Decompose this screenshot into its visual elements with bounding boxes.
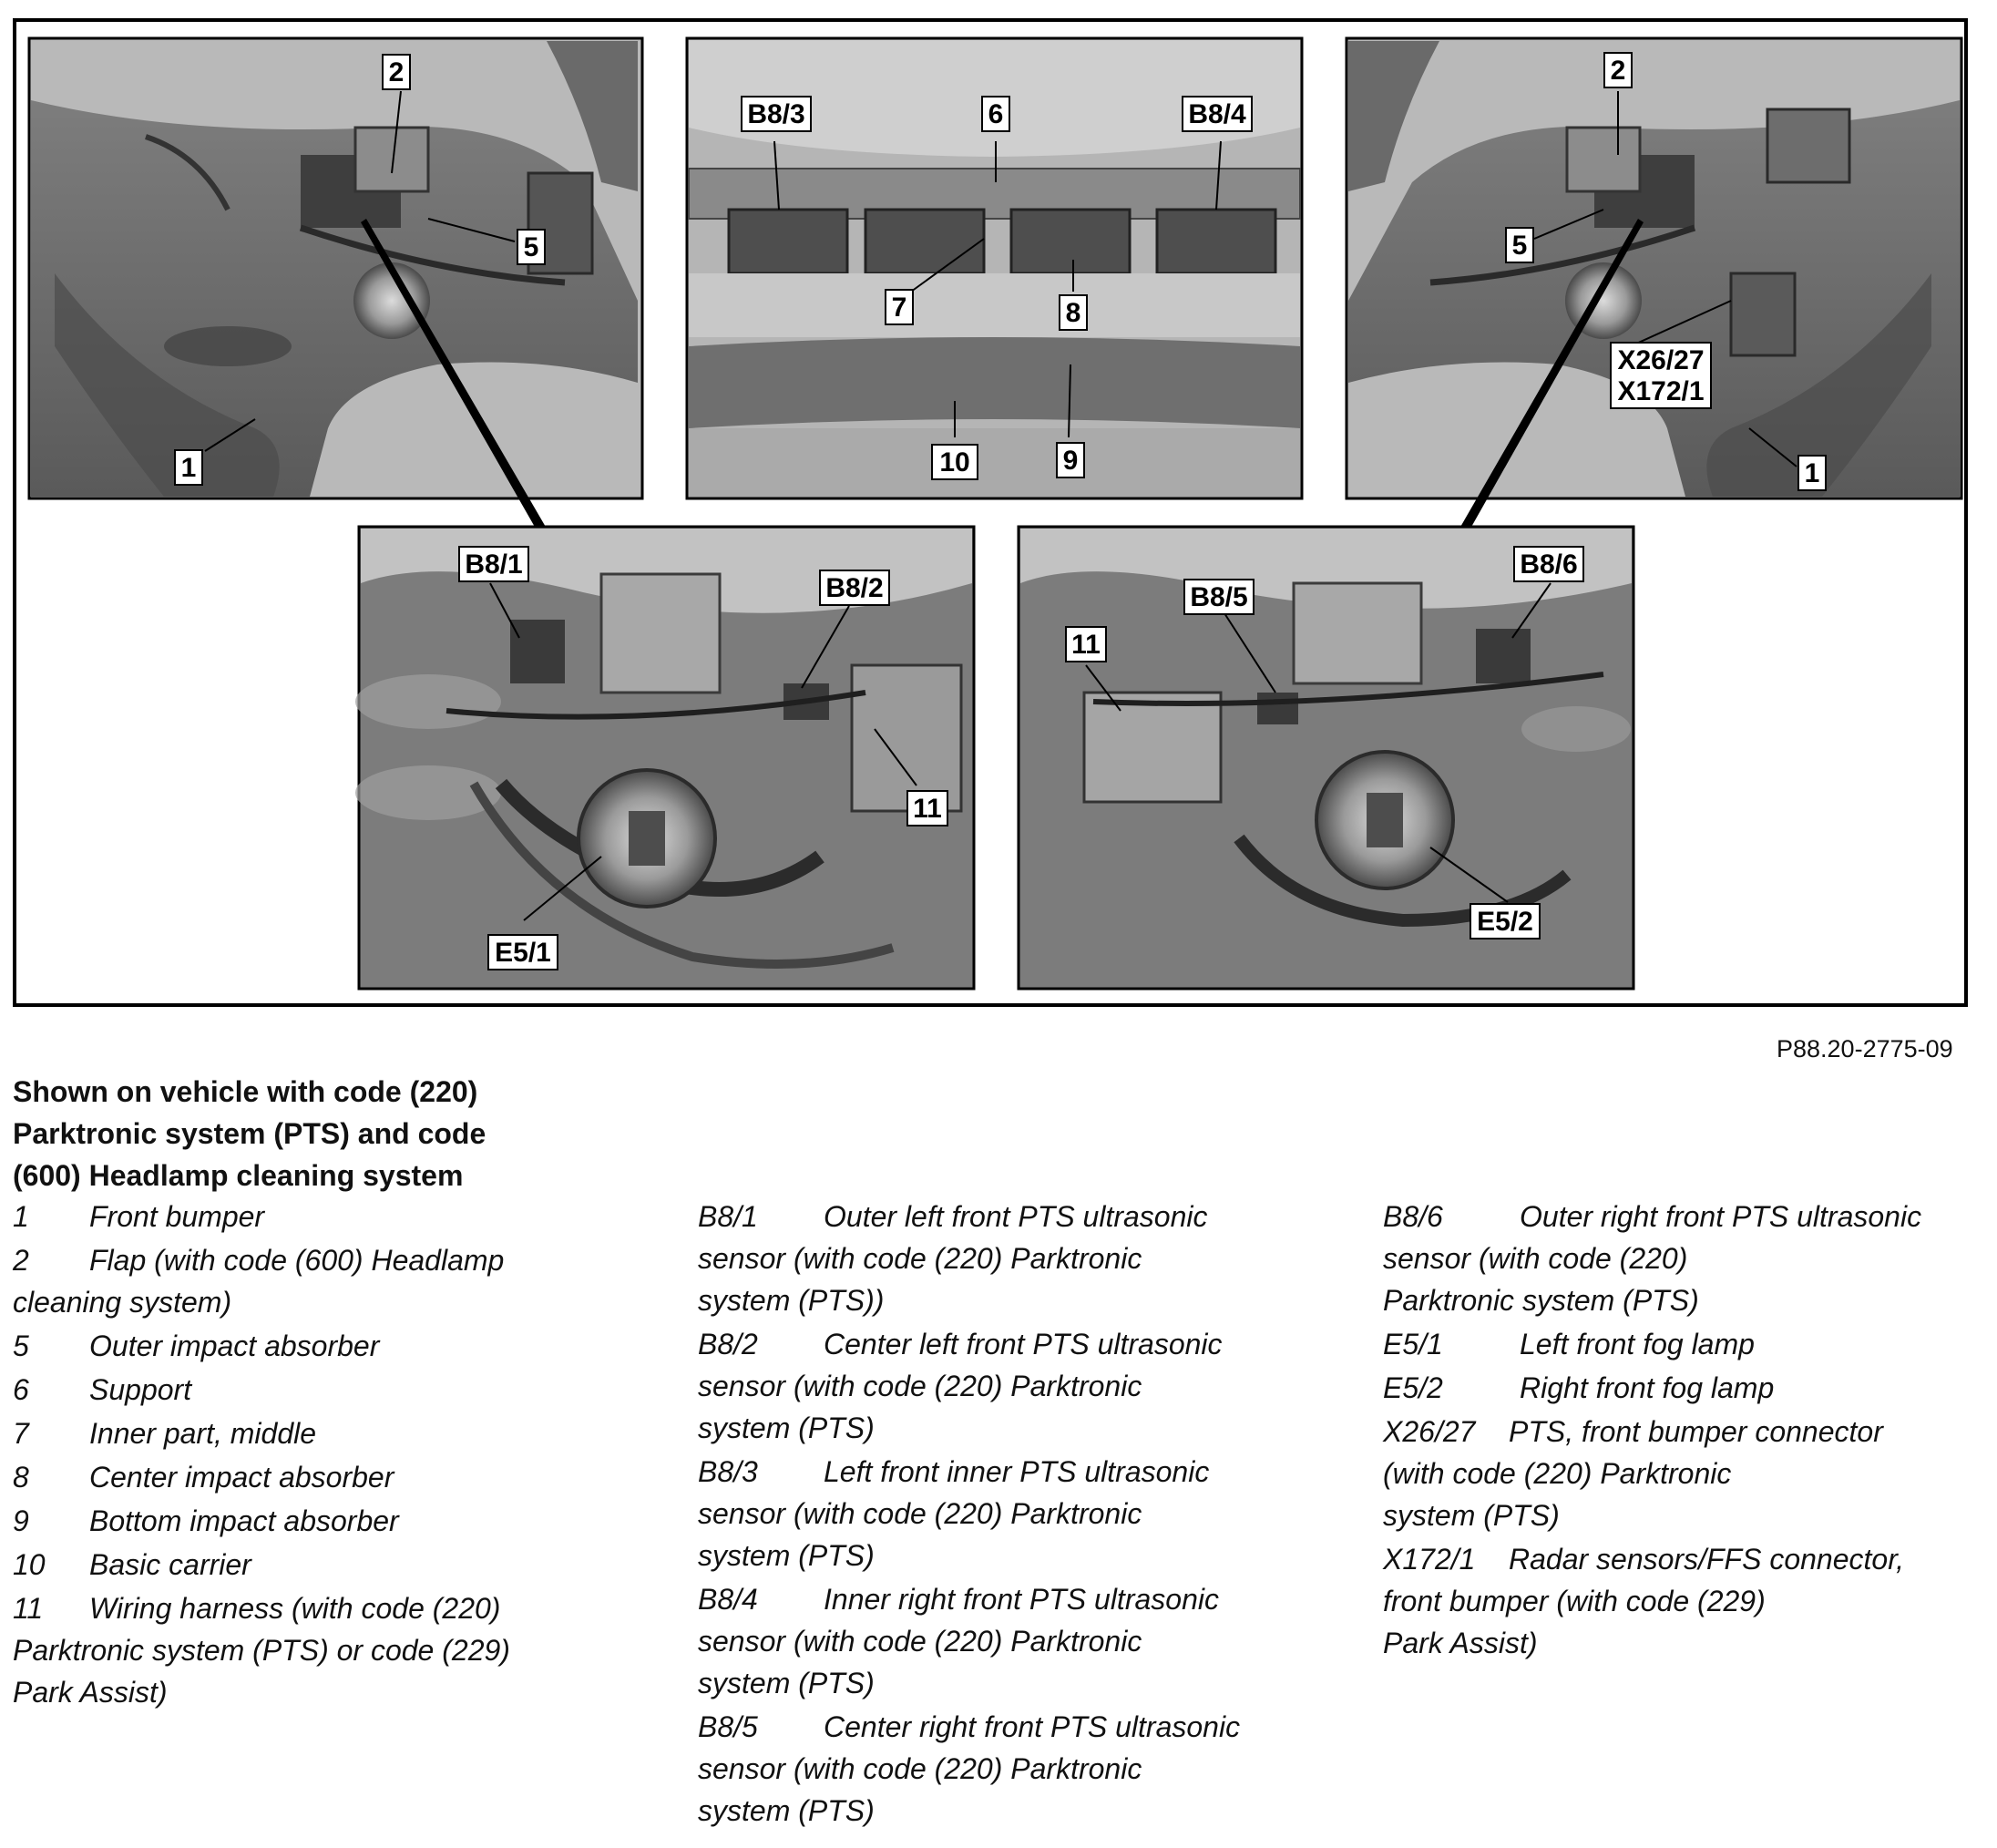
callout-b8-5: B8/5 bbox=[1190, 582, 1248, 612]
legend-column-3 bbox=[1383, 1196, 1984, 1666]
callout-5-right: 5 bbox=[1511, 231, 1528, 261]
legend-text: Wiring harness (with code (220) bbox=[89, 1592, 501, 1625]
legend-entry bbox=[1383, 1323, 1984, 1365]
legend-code: E5/2 bbox=[1383, 1371, 1443, 1404]
legend-text: Outer impact absorber bbox=[89, 1330, 380, 1362]
callout-6: 6 bbox=[988, 99, 1004, 129]
legend-heading bbox=[13, 1071, 559, 1196]
legend-text-cont: cleaning system) bbox=[13, 1286, 232, 1319]
legend-code: 9 bbox=[13, 1504, 29, 1537]
legend-text-cont: system (PTS) bbox=[698, 1667, 875, 1699]
legend-text: Center impact absorber bbox=[89, 1461, 394, 1494]
legend-text-cont: system (PTS)) bbox=[698, 1284, 885, 1317]
legend-text: Front bumper bbox=[89, 1200, 265, 1233]
legend-entry bbox=[1383, 1411, 1984, 1536]
legend-text-cont: sensor (with code (220) Parktronic bbox=[698, 1242, 1142, 1275]
legend-code: 8 bbox=[13, 1461, 29, 1494]
legend-entry bbox=[13, 1456, 559, 1498]
photo-panel-bottom-right bbox=[1019, 527, 1633, 989]
legend-text: Inner part, middle bbox=[89, 1417, 317, 1450]
legend-entry bbox=[13, 1239, 559, 1323]
legend-text: Right front fog lamp bbox=[1520, 1371, 1775, 1404]
callout-b8-4: B8/4 bbox=[1188, 99, 1246, 129]
legend-entry bbox=[13, 1587, 559, 1713]
legend-text: Outer right front PTS ultrasonic bbox=[1520, 1200, 1922, 1233]
photo-panel-top-center bbox=[687, 38, 1302, 498]
legend-code: 1 bbox=[13, 1200, 29, 1233]
legend-code: B8/6 bbox=[1383, 1200, 1443, 1233]
legend-entry bbox=[698, 1706, 1317, 1832]
legend-entry bbox=[698, 1451, 1317, 1576]
callout-8: 8 bbox=[1065, 298, 1081, 328]
legend-code: 7 bbox=[13, 1417, 29, 1450]
legend-code: X172/1 bbox=[1383, 1543, 1476, 1576]
legend-text: Center right front PTS ultrasonic bbox=[824, 1710, 1241, 1743]
legend-text-cont: (with code (220) Parktronic bbox=[1383, 1457, 1732, 1490]
legend-entry bbox=[1383, 1367, 1984, 1409]
legend-text: PTS, front bumper connector bbox=[1509, 1415, 1883, 1448]
legend-entry bbox=[13, 1544, 559, 1586]
legend-entry bbox=[13, 1325, 559, 1367]
legend-text-cont: sensor (with code (220) bbox=[1383, 1242, 1688, 1275]
legend-code: B8/1 bbox=[698, 1200, 758, 1233]
legend-text: Support bbox=[89, 1373, 192, 1406]
legend-text-cont: system (PTS) bbox=[1383, 1499, 1560, 1532]
callout-x26-27: X26/27 bbox=[1617, 345, 1705, 375]
callout-10: 10 bbox=[939, 447, 970, 477]
legend-entry bbox=[1383, 1196, 1984, 1321]
legend-code: X26/27 bbox=[1383, 1415, 1476, 1448]
legend-text: Flap (with code (600) Headlamp bbox=[89, 1244, 505, 1277]
legend-code: E5/1 bbox=[1383, 1328, 1443, 1360]
photo-panel-top-left bbox=[29, 38, 642, 498]
figure-reference: P88.20-2775-09 bbox=[1777, 1035, 1953, 1063]
callout-b8-3: B8/3 bbox=[747, 99, 805, 129]
legend-entry bbox=[698, 1196, 1317, 1321]
legend-code: B8/3 bbox=[698, 1455, 758, 1488]
legend-text-cont: front bumper (with code (229) bbox=[1383, 1585, 1766, 1617]
callout-b8-6: B8/6 bbox=[1520, 549, 1578, 580]
legend-text: Bottom impact absorber bbox=[89, 1504, 399, 1537]
legend-column-1 bbox=[13, 1196, 559, 1715]
legend-text-cont: system (PTS) bbox=[698, 1412, 875, 1444]
legend-text-cont: system (PTS) bbox=[698, 1539, 875, 1572]
legend-code: B8/4 bbox=[698, 1583, 758, 1616]
callout-b8-1: B8/1 bbox=[465, 549, 523, 580]
legend-code: B8/2 bbox=[698, 1328, 758, 1360]
legend-column-2 bbox=[698, 1196, 1317, 1833]
legend-entry bbox=[698, 1323, 1317, 1449]
legend-text-cont: Parktronic system (PTS) or code (229) bbox=[13, 1634, 510, 1667]
callout-2-right: 2 bbox=[1610, 56, 1626, 86]
callout-x172-1: X172/1 bbox=[1617, 376, 1705, 406]
legend-text: Center left front PTS ultrasonic bbox=[824, 1328, 1223, 1360]
legend-code: 6 bbox=[13, 1373, 29, 1406]
callout-e5-2: E5/2 bbox=[1477, 907, 1533, 937]
legend-text-cont: sensor (with code (220) Parktronic bbox=[698, 1370, 1142, 1402]
heading-line: (600) Headlamp cleaning system bbox=[13, 1159, 464, 1192]
callout-5: 5 bbox=[523, 232, 539, 262]
legend-entry bbox=[698, 1578, 1317, 1704]
legend-text: Left front fog lamp bbox=[1520, 1328, 1755, 1360]
legend-entry bbox=[13, 1369, 559, 1411]
photo-panel-top-right bbox=[1347, 38, 1961, 498]
legend-entry bbox=[13, 1500, 559, 1542]
legend-code: 5 bbox=[13, 1330, 29, 1362]
legend-entry bbox=[13, 1196, 559, 1237]
legend-text-cont: system (PTS) bbox=[698, 1794, 875, 1827]
legend-entry bbox=[13, 1412, 559, 1454]
legend-text: Outer left front PTS ultrasonic bbox=[824, 1200, 1208, 1233]
photo-panel-bottom-left bbox=[355, 527, 974, 989]
callout-11-left: 11 bbox=[913, 794, 942, 824]
legend-code: B8/5 bbox=[698, 1710, 758, 1743]
callout-2: 2 bbox=[388, 57, 405, 87]
legend-code: 10 bbox=[13, 1548, 46, 1581]
callout-1-right: 1 bbox=[1804, 458, 1820, 488]
heading-line: Shown on vehicle with code (220) bbox=[13, 1075, 478, 1108]
callout-b8-2: B8/2 bbox=[825, 573, 884, 603]
legend-text: Inner right front PTS ultrasonic bbox=[824, 1583, 1219, 1616]
callout-11-right: 11 bbox=[1071, 630, 1101, 660]
legend-code: 2 bbox=[13, 1244, 29, 1277]
callout-7: 7 bbox=[891, 293, 907, 323]
callout-1: 1 bbox=[180, 453, 197, 483]
legend-code: 11 bbox=[13, 1592, 44, 1625]
legend-text-cont: Parktronic system (PTS) bbox=[1383, 1284, 1699, 1317]
legend-text-cont: Park Assist) bbox=[13, 1676, 168, 1709]
legend-text-cont: Park Assist) bbox=[1383, 1627, 1538, 1659]
callout-9: 9 bbox=[1062, 446, 1079, 476]
legend-text-cont: sensor (with code (220) Parktronic bbox=[698, 1752, 1142, 1785]
legend-text: Radar sensors/FFS connector, bbox=[1509, 1543, 1904, 1576]
callout-e5-1: E5/1 bbox=[495, 938, 551, 968]
heading-line: Parktronic system (PTS) and code bbox=[13, 1117, 486, 1150]
legend-text: Basic carrier bbox=[89, 1548, 251, 1581]
legend-entry bbox=[1383, 1538, 1984, 1664]
legend-text-cont: sensor (with code (220) Parktronic bbox=[698, 1497, 1142, 1530]
legend-text: Left front inner PTS ultrasonic bbox=[824, 1455, 1210, 1488]
legend-text-cont: sensor (with code (220) Parktronic bbox=[698, 1625, 1142, 1658]
